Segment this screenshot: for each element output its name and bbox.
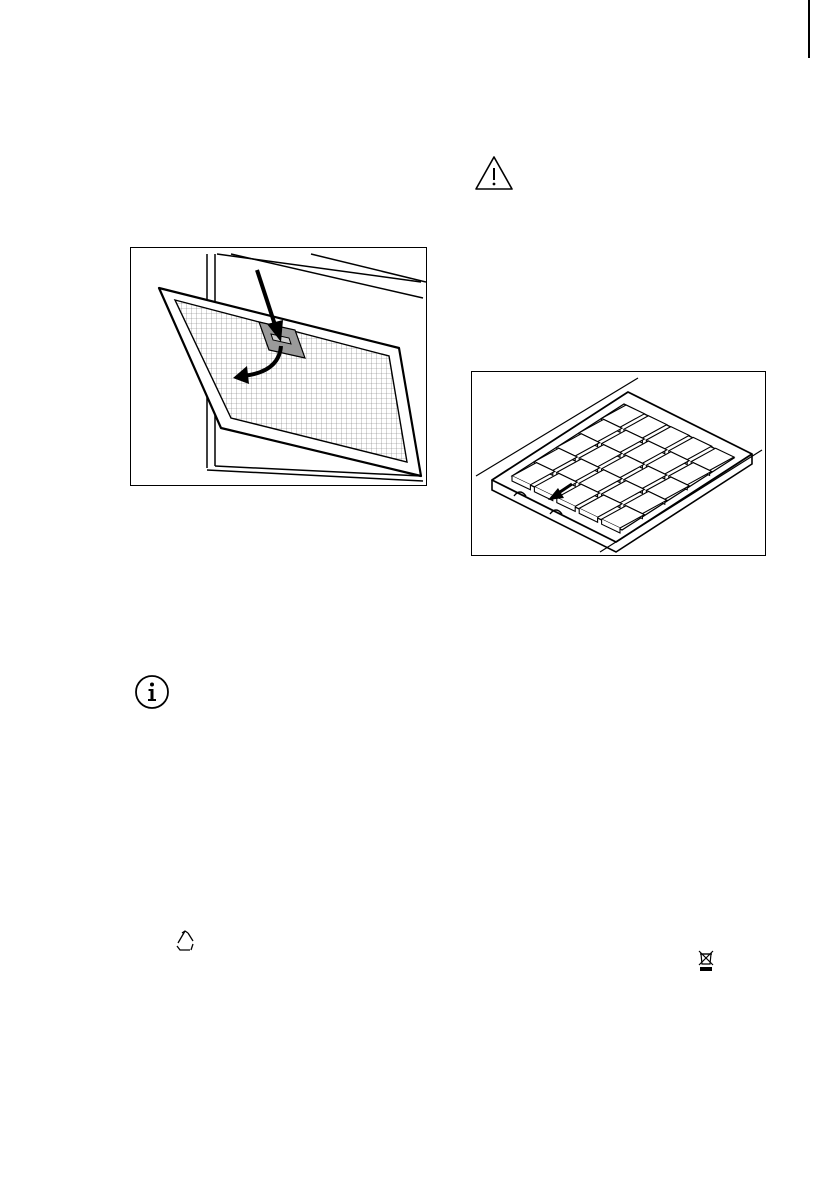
recycle-icon <box>174 930 196 952</box>
grease-filter-removal-illustration <box>131 248 426 485</box>
grease-filter-figure <box>130 247 427 486</box>
page-edge-rule <box>808 0 810 58</box>
crossed-out-bin-icon <box>697 950 715 972</box>
warning-triangle-icon <box>474 155 514 191</box>
carbon-filter-figure <box>471 371 766 556</box>
info-circle-icon <box>134 674 170 710</box>
carbon-filter-illustration <box>472 372 765 555</box>
